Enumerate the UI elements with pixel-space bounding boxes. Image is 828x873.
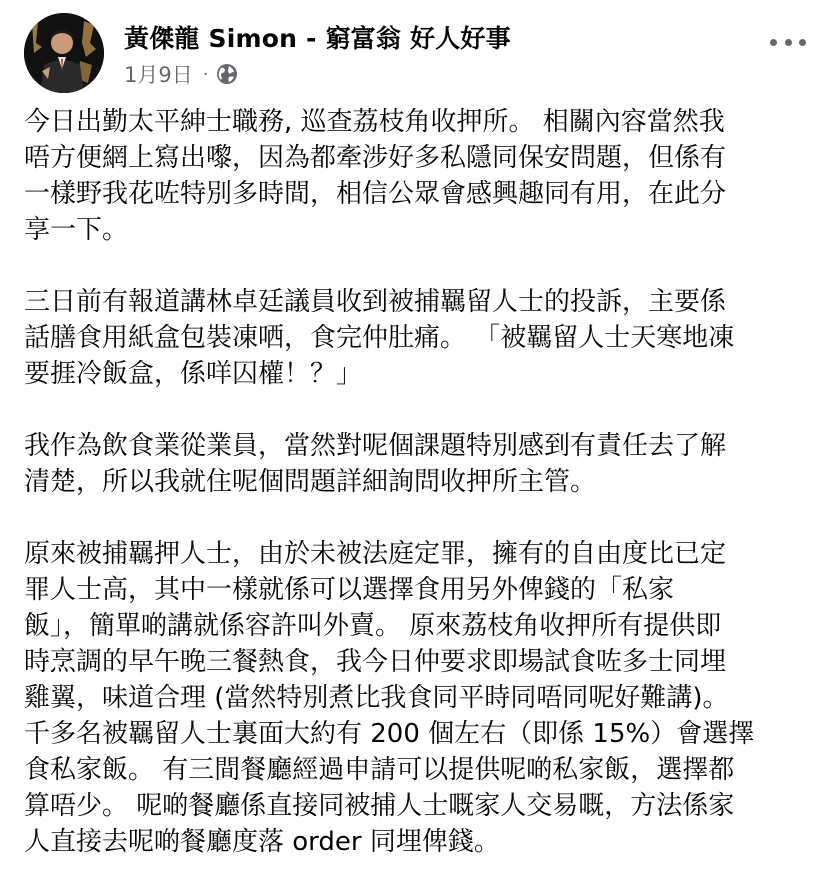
post-paragraph bbox=[24, 536, 814, 860]
more-options-button[interactable] bbox=[770, 33, 806, 51]
post-meta bbox=[124, 59, 238, 89]
post-text-line: 雞翼，味道合理 (當然特別煮比我食同平時同唔同呢好難講)。 bbox=[24, 683, 729, 713]
post-text-line: 時烹調的早午晚三餐熱食，我今日仲要求即場試食咗多士同埋 bbox=[24, 647, 727, 677]
post-text-line: 一樣野我花咗特別多時間，相信公眾會感興趣同有用，在此分 bbox=[24, 179, 727, 209]
post-text-line: 唔方便網上寫出嚟，因為都牽涉好多私隱同保安問題，但係有 bbox=[24, 143, 727, 173]
avatar-image bbox=[24, 13, 104, 93]
post-paragraph bbox=[24, 104, 814, 248]
more-options-icon-dot bbox=[785, 39, 792, 46]
meta-separator: · bbox=[202, 63, 209, 85]
post-text-line: 罪人士高，其中一樣就係可以選擇食用另外俾錢的「私家 bbox=[24, 575, 675, 605]
post-text-line: 話膳食用紙盒包裝凍哂，食完仲肚痛。 「被羈留人士天寒地凍 bbox=[24, 323, 735, 353]
post-text-line: 今日出勤太平紳士職務, 巡查荔枝角收押所。 相關內容當然我 bbox=[24, 107, 725, 137]
post-text-line: 三日前有報道講林卓廷議員收到被捕羈留人士的投訴，主要係 bbox=[24, 287, 727, 317]
post-text-line: 原來被捕羈押人士，由於未被法庭定罪，擁有的自由度比已定 bbox=[24, 539, 727, 569]
post-text-line: 享一下。 bbox=[24, 215, 129, 245]
post-header bbox=[24, 13, 828, 95]
author-name[interactable]: 黃傑龍 Simon - 窮富翁 好人好事 bbox=[124, 24, 511, 53]
post-text-line: 食私家飯。 有三間餐廳經過申請可以提供呢啲私家飯，選擇都 bbox=[24, 755, 735, 785]
post-text-line: 算唔少。 呢啲餐廳係直接同被捕人士嘅家人交易嘅，方法係家 bbox=[24, 791, 735, 821]
post-date[interactable]: 1月9日 bbox=[124, 63, 193, 87]
post-paragraph bbox=[24, 428, 814, 500]
more-options-icon-dot bbox=[770, 39, 777, 46]
post-text-line: 千多名被羈留人士裏面大約有 200 個左右（即係 15%）會選擇 bbox=[24, 719, 755, 749]
author-avatar[interactable] bbox=[24, 13, 104, 93]
post-text-line: 飯」，簡單啲講就係容許叫外賣。 原來荔枝角收押所有提供即 bbox=[24, 611, 722, 641]
post-text-line: 清楚，所以我就住呢個問題詳細詢問收押所主管。 bbox=[24, 467, 597, 497]
globe-icon bbox=[216, 63, 238, 85]
post-text-line: 要捱冷飯盒，係咩囚權！？」 bbox=[24, 359, 363, 389]
post-paragraph bbox=[24, 284, 814, 392]
post-text-line: 我作為飲食業從業員，當然對呢個課題特別感到有責任去了解 bbox=[24, 431, 727, 461]
more-options-icon-dot bbox=[799, 39, 806, 46]
post-body bbox=[24, 104, 814, 873]
post-text-line: 人直接去呢啲餐廳度落 order 同埋俾錢。 bbox=[24, 827, 500, 857]
